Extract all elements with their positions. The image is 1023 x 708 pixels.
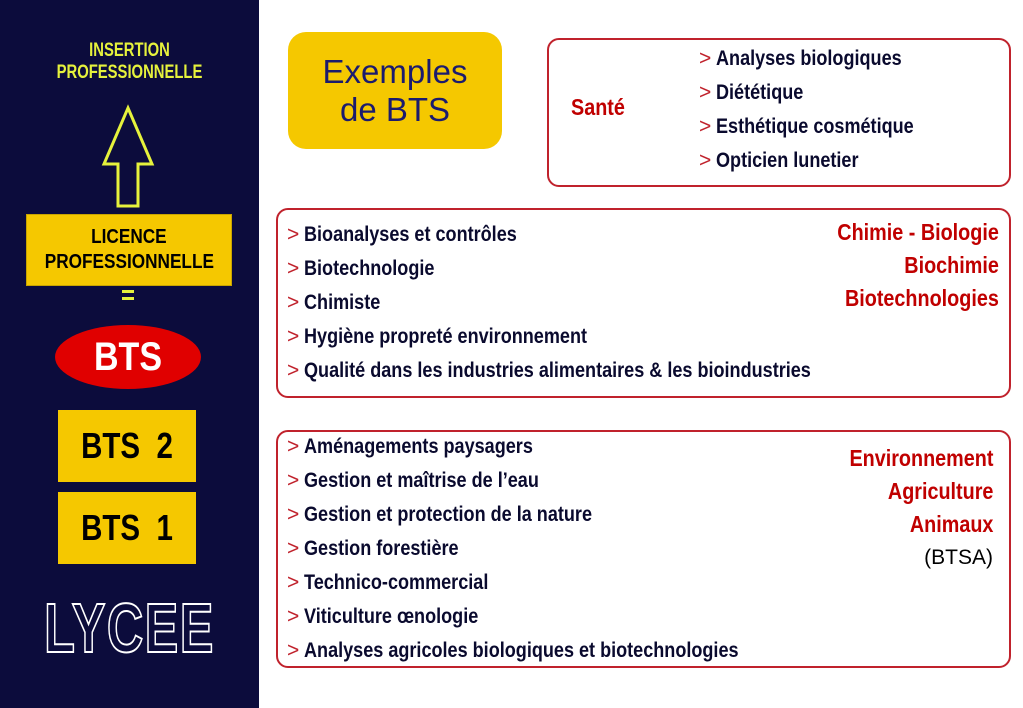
lycee-label	[0, 588, 259, 668]
bullet-icon: >	[287, 359, 300, 382]
bullet-icon: >	[287, 435, 300, 458]
item-text: Diététique	[716, 81, 804, 104]
category-label: Agriculture	[887, 478, 993, 504]
category-label: Biochimie	[904, 252, 999, 278]
list-item	[287, 320, 894, 354]
item-text: Viticulture œnologie	[304, 605, 479, 628]
chimie-card	[276, 208, 1011, 398]
licence-line1: LICENCE	[91, 226, 167, 248]
list-item	[287, 532, 810, 566]
list-item	[287, 218, 894, 252]
bts1-box	[58, 492, 196, 564]
list-item	[287, 498, 810, 532]
bts2-box	[58, 410, 196, 482]
item-text: Gestion forestière	[304, 537, 459, 560]
equals-connector	[122, 290, 134, 304]
bts-oval	[55, 325, 201, 389]
exemples-de-bts-box	[288, 32, 502, 149]
bullet-icon: >	[287, 571, 300, 594]
environnement-categories	[826, 442, 993, 574]
bullet-icon: >	[699, 47, 712, 70]
list-item	[699, 42, 946, 76]
item-text: Gestion et maîtrise de l’eau	[304, 469, 540, 492]
list-item	[287, 286, 894, 320]
item-text: Esthétique cosmétique	[716, 115, 914, 138]
sante-card	[547, 38, 1011, 187]
sidebar	[0, 0, 259, 708]
bullet-icon: >	[287, 537, 300, 560]
item-text: Aménagements paysagers	[304, 435, 534, 458]
category-label: Environnement	[849, 445, 993, 471]
item-text: Analyses biologiques	[716, 47, 902, 70]
up-arrow-icon	[100, 104, 156, 210]
bullet-icon: >	[699, 81, 712, 104]
list-item	[287, 634, 810, 668]
chimie-list	[287, 218, 894, 388]
bts-label: BTS	[94, 334, 162, 379]
item-text: Opticien lunetier	[716, 149, 859, 172]
bts2-label: BTS 2	[81, 425, 173, 466]
bullet-icon: >	[287, 639, 300, 662]
item-text: Hygiène propreté environnement	[304, 325, 588, 348]
item-text: Analyses agricoles biologiques et biotechnologies	[304, 639, 739, 662]
bullet-icon: >	[699, 149, 712, 172]
exemples-line1: Exemples	[322, 52, 468, 90]
item-text: Chimiste	[304, 291, 381, 314]
bullet-icon: >	[287, 503, 300, 526]
insertion-professionnelle-title: INSERTION PROFESSIONNELLE	[56, 40, 203, 83]
bullet-icon: >	[287, 291, 300, 314]
bullet-icon: >	[287, 469, 300, 492]
bts1-label: BTS 1	[81, 507, 173, 548]
item-text: Qualité dans les industries alimentaires & les bioindustries	[304, 359, 812, 382]
list-item	[699, 144, 946, 178]
list-item	[287, 252, 894, 286]
bullet-icon: >	[287, 257, 300, 280]
sante-category	[571, 94, 634, 121]
list-item	[699, 76, 946, 110]
bullet-icon: >	[287, 223, 300, 246]
bullet-icon: >	[699, 115, 712, 138]
btsa-note: (BTSA)	[924, 546, 993, 569]
item-text: Gestion et protection de la nature	[304, 503, 593, 526]
environnement-card	[276, 430, 1011, 668]
item-text: Bioanalyses et contrôles	[304, 223, 518, 246]
category-label: Biotechnologies	[845, 285, 999, 311]
sante-category-text: Santé	[571, 94, 625, 120]
environnement-list	[287, 430, 810, 668]
licence-line2: PROFESSIONNELLE	[44, 251, 214, 273]
list-item	[287, 600, 810, 634]
item-text: Technico-commercial	[304, 571, 489, 594]
lycee-text: LYCEE	[44, 589, 215, 667]
category-label: Animaux	[909, 511, 993, 537]
list-item	[287, 566, 810, 600]
list-item	[699, 110, 946, 144]
chimie-categories	[811, 216, 999, 315]
bullet-icon: >	[287, 325, 300, 348]
exemples-line2: de BTS	[339, 90, 451, 128]
item-text: Biotechnologie	[304, 257, 435, 280]
licence-professionnelle-box	[26, 214, 232, 286]
list-item	[287, 464, 810, 498]
category-label: Chimie - Biologie	[837, 219, 999, 245]
bullet-icon: >	[287, 605, 300, 628]
sante-list	[699, 42, 946, 178]
list-item	[287, 430, 810, 464]
list-item	[287, 354, 894, 388]
